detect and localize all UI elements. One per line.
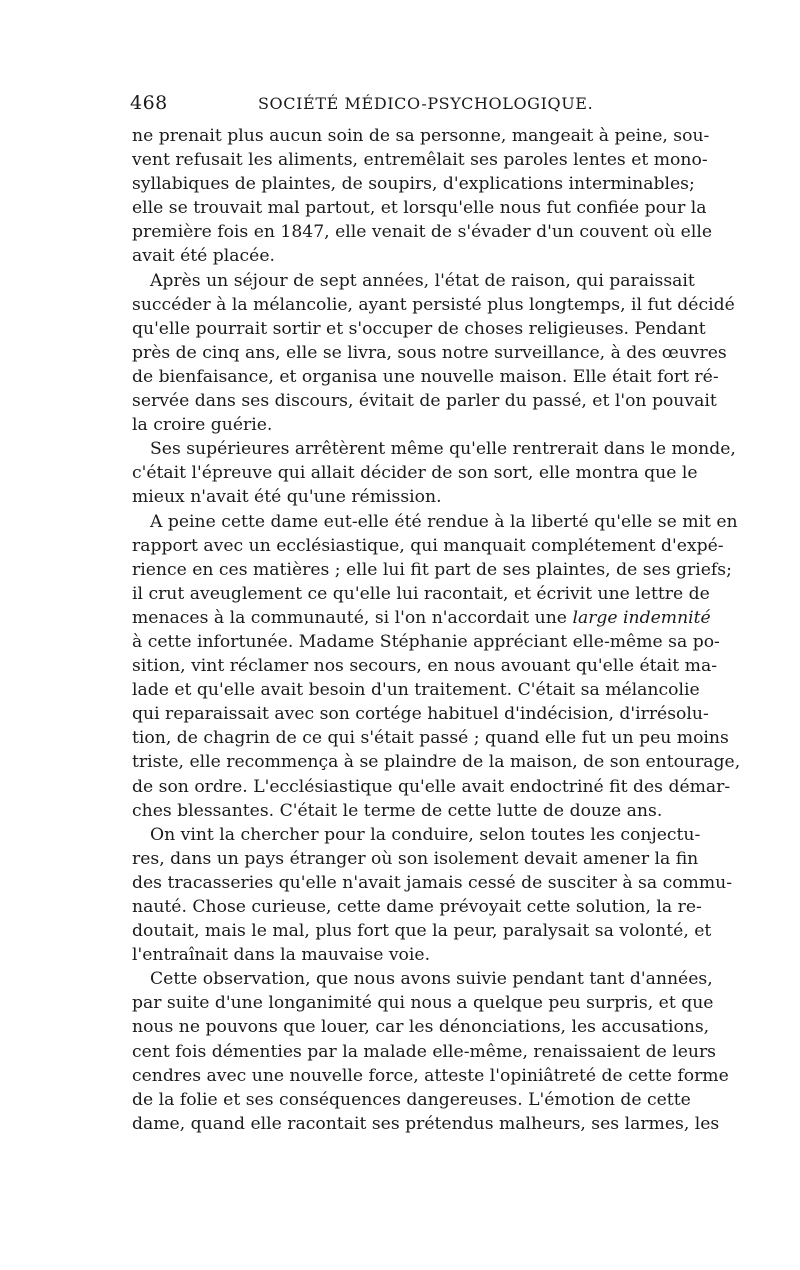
text-line: nauté. Chose curieuse, cette dame prévoyait cette solution, la re- — [132, 897, 702, 917]
text-line: elle se trouvait mal partout, et lorsqu'elle nous fut confiée pour la — [132, 198, 707, 219]
text-line: vent refusait les aliments, entremêlait ses paroles lentes et mono- — [132, 150, 708, 171]
text-line: de bienfaisance, et organisa une nouvelle maison. Elle était fort ré- — [132, 366, 719, 387]
text-line: sition, vint réclamer nos secours, en nous avouant qu'elle était ma- — [132, 656, 717, 677]
text-line: la croire guérie. — [132, 415, 273, 436]
text-line: l'entraînait dans la mauvaise voie. — [132, 945, 431, 966]
text-line: Cette observation, que nous avons suivie pendant tant d'années, — [150, 969, 713, 990]
text-line: il crut aveuglement ce qu'elle lui racontait, et écrivit une lettre de — [132, 583, 710, 604]
text-line: rapport avec un ecclésiastique, qui manquait complétement d'expé- — [132, 535, 724, 556]
text-line: Ses supérieures arrêtèrent même qu'elle rentrerait dans le monde, — [150, 439, 736, 460]
text-line: servée dans ses discours, évitait de parler du passé, et l'on pouvait — [132, 391, 717, 412]
text-line: nous ne pouvons que louer, car les dénonciations, les accusations, — [132, 1017, 710, 1038]
text-line: par suite d'une longanimité qui nous a quelque peu surpris, et que — [132, 993, 714, 1014]
text-line: rience en ces matières ; elle lui fit part de ses plaintes, de ses griefs; — [132, 559, 732, 580]
text-line: avait été placée. — [132, 246, 275, 267]
text-line: qu'elle pourrait sortir et s'occuper de choses religieuses. Pendant — [132, 318, 706, 339]
text-line: lade et qu'elle avait besoin d'un traitement. C'était sa mélancolie — [132, 680, 700, 701]
text-line: doutait, mais le mal, plus fort que la peur, paralysait sa volonté, et — [132, 921, 712, 942]
text-line: des tracasseries qu'elle n'avait jamais cessé de susciter à sa commu- — [132, 872, 733, 893]
running-title: SOCIÉTÉ MÉDICO-PSYCHOLOGIQUE. — [258, 94, 594, 113]
text-line: ches blessantes. C'était le terme de cette lutte de douze ans. — [132, 800, 663, 821]
text-line: de son ordre. L'ecclésiastique qu'elle avait endoctriné fit des démar- — [132, 776, 731, 797]
text-line: dame, quand elle racontait ses prétendus malheurs, ses larmes, les — [132, 1113, 720, 1134]
text-line: à cette infortunée. Madame Stéphanie appréciant elle-même sa po- — [132, 631, 720, 652]
text-line: près de cinq ans, elle se livra, sous notre surveillance, à des œuvres — [132, 342, 727, 363]
text-line: triste, elle recommença à se plaindre de la maison, de son entourage, — [132, 752, 741, 773]
text-line: cent fois démenties par la malade elle-même, renaissaient de leurs — [132, 1041, 716, 1062]
text-line: res, dans un pays étranger où son isolement devait amener la fin — [132, 848, 699, 869]
text-line: ne prenait plus aucun soin de sa personne, mangeait à peine, sou- — [132, 126, 710, 146]
text-line-with-italic — [132, 606, 711, 630]
text-line: syllabiques de plaintes, de soupirs, d'explications interminables; — [132, 174, 695, 195]
text-line: On vint la chercher pour la conduire, selon toutes les conjectu- — [150, 824, 701, 845]
text-line: de la folie et ses conséquences dangereuses. L'émotion de cette — [132, 1089, 691, 1110]
page-number: 468 — [130, 92, 168, 114]
text-line: A peine cette dame eut-elle été rendue à la liberté qu'elle se mit en — [150, 511, 738, 532]
text-line: première fois en 1847, elle venait de s'évader d'un couvent où elle — [132, 222, 713, 243]
text-line: qui reparaissait avec son cortége habituel d'indécision, d'irrésolu- — [132, 704, 709, 725]
text-line: tion, de chagrin de ce qui s'était passé ; quand elle fut un peu moins — [132, 728, 729, 749]
running-head — [130, 92, 670, 116]
body-text — [132, 124, 741, 1136]
text-line: c'était l'épreuve qui allait décider de son sort, elle montra que le — [132, 463, 698, 484]
text-segment: menaces à la communauté, si l'on n'accordait une — [132, 607, 567, 628]
text-line: cendres avec une nouvelle force, atteste l'opiniâtreté de cette forme — [132, 1065, 729, 1086]
text-line: mieux n'avait été qu'une rémission. — [132, 487, 442, 508]
text-line: succéder à la mélancolie, ayant persisté plus longtemps, il fut décidé — [132, 294, 735, 315]
text-line: Après un séjour de sept années, l'état de raison, qui paraissait — [150, 270, 695, 291]
italic-phrase: large indemnité — [572, 607, 711, 628]
